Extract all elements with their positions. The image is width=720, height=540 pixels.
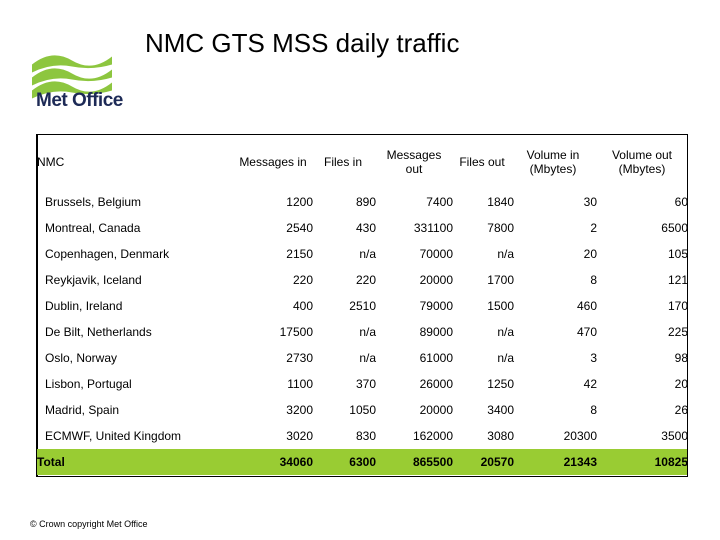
total-row (37, 449, 687, 475)
table-row (37, 397, 687, 423)
cell-messages-in: 3200 (286, 403, 313, 417)
cell-volume-in: 3 (590, 351, 597, 365)
cell-volume-out: 10825 (654, 455, 688, 469)
cell-messages-in: 2150 (286, 247, 313, 261)
cell-volume-out: 121 (667, 273, 688, 287)
header-messages-in: Messages in (239, 155, 307, 169)
cell-files-out: 1840 (487, 195, 514, 209)
cell-nmc: De Bilt, Netherlands (45, 325, 152, 339)
table-row (37, 241, 687, 267)
cell-messages-in: 34060 (279, 455, 313, 469)
cell-files-in: 2510 (349, 299, 376, 313)
cell-nmc: Total (37, 455, 65, 469)
cell-files-in: 1050 (349, 403, 376, 417)
cell-files-out: n/a (497, 247, 514, 261)
cell-messages-in: 17500 (279, 325, 313, 339)
header-volume-out: Volume out (Mbytes) (611, 148, 673, 176)
cell-volume-in: 21343 (563, 455, 597, 469)
cell-nmc: Copenhagen, Denmark (45, 247, 170, 261)
cell-volume-out: 170 (667, 299, 688, 313)
cell-volume-out: 20 (674, 377, 688, 391)
cell-messages-in: 2540 (286, 221, 313, 235)
cell-messages-in: 1100 (287, 377, 313, 391)
cell-volume-out: 26 (674, 403, 688, 417)
table-row (37, 319, 687, 345)
cell-volume-out: 60 (674, 195, 688, 209)
cell-volume-out: 3500 (661, 429, 688, 443)
cell-files-in: n/a (359, 247, 376, 261)
cell-nmc: Brussels, Belgium (45, 195, 142, 209)
cell-files-out: 1700 (487, 273, 514, 287)
cell-messages-out: 70000 (419, 247, 453, 261)
cell-messages-out: 865500 (412, 455, 453, 469)
cell-volume-in: 460 (576, 299, 597, 313)
cell-nmc: Lisbon, Portugal (45, 377, 132, 391)
cell-files-in: 6300 (349, 455, 376, 469)
cell-files-in: n/a (359, 325, 376, 339)
cell-messages-out: 20000 (419, 273, 453, 287)
cell-files-in: 220 (355, 273, 376, 287)
cell-volume-out: 105 (667, 247, 688, 261)
cell-files-out: 1500 (487, 299, 514, 313)
table-row (37, 423, 687, 449)
logo-text: Met Office (36, 90, 123, 111)
cell-volume-out: 6500 (661, 221, 688, 235)
cell-nmc: ECMWF, United Kingdom (45, 429, 182, 443)
cell-messages-in: 2730 (286, 351, 313, 365)
copyright-notice: © Crown copyright Met Office (30, 519, 148, 529)
cell-files-out: 7800 (487, 221, 514, 235)
cell-volume-in: 8 (590, 403, 597, 417)
table-row (37, 189, 687, 215)
cell-messages-out: 26000 (419, 377, 453, 391)
cell-files-out: n/a (497, 351, 514, 365)
cell-volume-in: 470 (576, 325, 597, 339)
cell-messages-out: 331100 (413, 221, 453, 235)
cell-nmc: Dublin, Ireland (45, 299, 123, 313)
cell-volume-in: 20300 (563, 429, 597, 443)
cell-messages-out: 162000 (412, 429, 453, 443)
cell-files-in: 430 (355, 221, 376, 235)
cell-volume-out: 98 (674, 351, 688, 365)
cell-messages-in: 400 (292, 299, 313, 313)
cell-files-in: 830 (355, 429, 376, 443)
cell-volume-in: 42 (583, 377, 597, 391)
table-row (37, 345, 687, 371)
cell-messages-out: 7400 (426, 195, 453, 209)
cell-messages-out: 20000 (419, 403, 453, 417)
cell-messages-in: 1200 (286, 195, 313, 209)
cell-files-out: 3400 (487, 403, 514, 417)
header-files-out: Files out (459, 155, 505, 169)
cell-messages-out: 89000 (419, 325, 453, 339)
cell-files-out: 20570 (480, 455, 514, 469)
cell-messages-in: 3020 (286, 429, 313, 443)
traffic-table (36, 134, 688, 477)
header-messages-out: Messages out (386, 148, 442, 176)
table-row (37, 215, 687, 241)
header-volume-in: Volume in (Mbytes) (526, 148, 580, 176)
cell-nmc: Reykjavik, Iceland (45, 273, 142, 287)
cell-volume-out: 225 (667, 325, 688, 339)
cell-messages-out: 79000 (419, 299, 453, 313)
cell-messages-in: 220 (292, 273, 313, 287)
cell-messages-out: 61000 (419, 351, 453, 365)
cell-nmc: Montreal, Canada (45, 221, 141, 235)
header-files-in: Files in (323, 155, 362, 169)
header-nmc: NMC (37, 155, 65, 169)
cell-files-out: 3080 (487, 429, 514, 443)
cell-files-in: 890 (355, 195, 376, 209)
table-row (37, 371, 687, 397)
cell-files-out: n/a (497, 325, 514, 339)
table-row (37, 293, 687, 319)
cell-files-in: n/a (359, 351, 376, 365)
cell-volume-in: 20 (583, 247, 597, 261)
cell-volume-in: 8 (590, 273, 597, 287)
cell-files-out: 1250 (487, 377, 514, 391)
cell-nmc: Oslo, Norway (45, 351, 118, 365)
cell-volume-in: 2 (590, 221, 597, 235)
page-title: NMC GTS MSS daily traffic (145, 28, 460, 58)
cell-nmc: Madrid, Spain (45, 403, 120, 417)
cell-volume-in: 30 (583, 195, 597, 209)
table-row (37, 267, 687, 293)
cell-files-in: 370 (355, 377, 376, 391)
